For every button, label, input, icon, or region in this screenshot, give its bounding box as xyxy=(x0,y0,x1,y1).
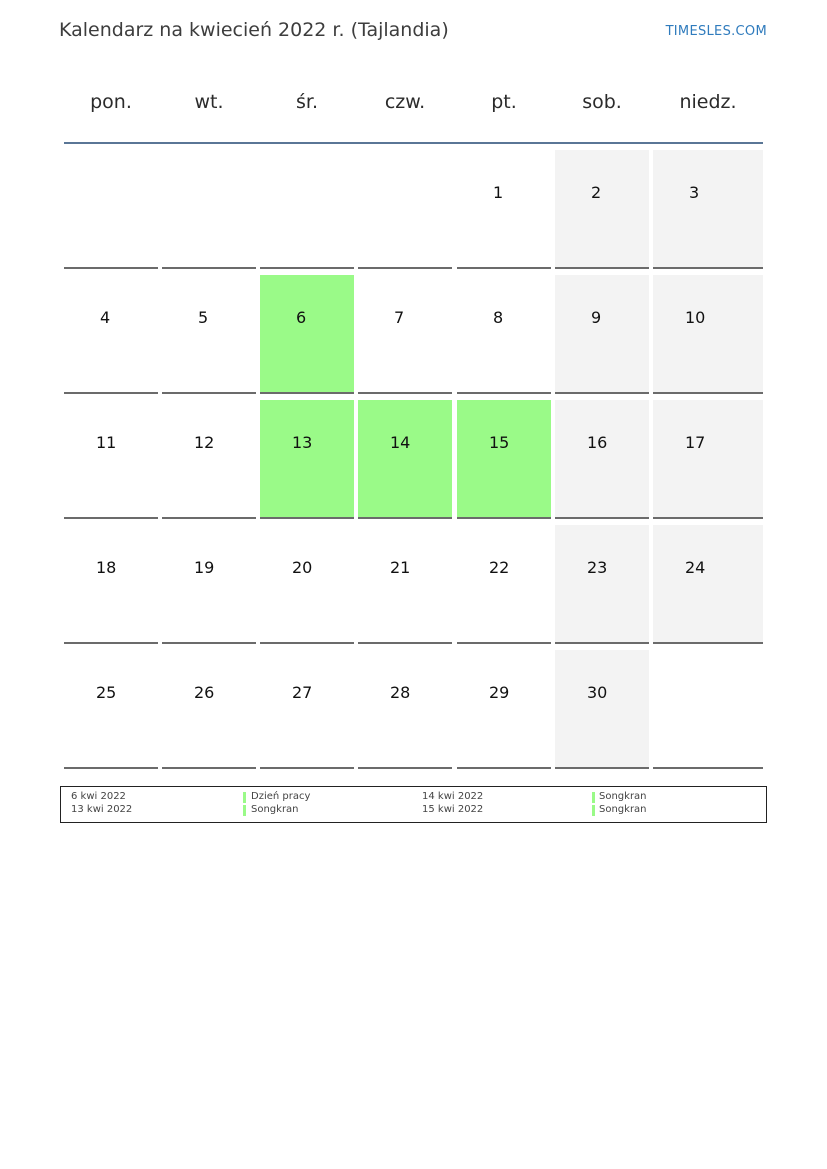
day-number: 13 xyxy=(292,433,313,452)
day-cell-weekend[interactable] xyxy=(653,525,763,644)
day-number: 6 xyxy=(296,308,307,327)
day-cell-weekend[interactable] xyxy=(555,150,649,269)
day-cell-weekend[interactable] xyxy=(555,275,649,394)
day-number: 21 xyxy=(390,558,411,577)
weekday-label: sob. xyxy=(582,91,622,113)
day-number: 22 xyxy=(489,558,510,577)
day-number: 16 xyxy=(587,433,608,452)
day-cell[interactable] xyxy=(162,525,256,644)
day-cell-weekend[interactable] xyxy=(653,150,763,269)
day-cell[interactable] xyxy=(260,650,354,769)
day-number: 9 xyxy=(591,308,602,327)
weekday-label: czw. xyxy=(384,91,426,113)
day-cell[interactable] xyxy=(457,150,551,269)
day-cell[interactable] xyxy=(457,525,551,644)
day-cell[interactable] xyxy=(64,275,158,394)
day-number: 28 xyxy=(390,683,411,702)
day-cell-holiday[interactable] xyxy=(358,400,452,519)
day-cell-weekend[interactable] xyxy=(653,400,763,519)
day-number: 2 xyxy=(591,183,602,202)
day-cell xyxy=(162,150,256,269)
day-cell-weekend[interactable] xyxy=(555,650,649,769)
legend-holiday-name: Songkran xyxy=(599,791,647,802)
legend-color-swatch xyxy=(592,792,595,803)
day-cell[interactable] xyxy=(64,525,158,644)
day-cell-weekend[interactable] xyxy=(555,525,649,644)
day-number: 8 xyxy=(493,308,504,327)
day-number: 27 xyxy=(292,683,313,702)
day-number: 1 xyxy=(493,183,504,202)
day-number: 7 xyxy=(394,308,405,327)
day-cell xyxy=(358,150,452,269)
day-number: 4 xyxy=(100,308,111,327)
day-number: 19 xyxy=(194,558,215,577)
weekday-label: śr. xyxy=(295,91,318,113)
day-number: 29 xyxy=(489,683,510,702)
legend-holiday-name: Songkran xyxy=(251,804,299,815)
day-number: 14 xyxy=(390,433,411,452)
day-cell[interactable] xyxy=(358,275,452,394)
holiday-legend xyxy=(60,786,767,823)
day-number: 15 xyxy=(489,433,510,452)
day-number: 17 xyxy=(685,433,706,452)
day-number: 11 xyxy=(96,433,117,452)
day-cell[interactable] xyxy=(457,650,551,769)
weekday-label: pon. xyxy=(90,91,132,113)
day-cell[interactable] xyxy=(457,275,551,394)
day-cell-holiday[interactable] xyxy=(260,400,354,519)
day-number: 5 xyxy=(198,308,209,327)
day-cell[interactable] xyxy=(162,400,256,519)
legend-color-swatch xyxy=(243,792,246,803)
day-number: 12 xyxy=(194,433,215,452)
weekday-label: pt. xyxy=(491,91,517,113)
day-cell xyxy=(64,150,158,269)
day-cell[interactable] xyxy=(64,400,158,519)
legend-color-swatch xyxy=(592,805,595,816)
day-number: 3 xyxy=(689,183,700,202)
day-number: 25 xyxy=(96,683,117,702)
legend-holiday-name: Songkran xyxy=(599,804,647,815)
day-number: 10 xyxy=(685,308,706,327)
header-divider xyxy=(64,142,763,144)
day-number: 24 xyxy=(685,558,706,577)
legend-holiday-name: Dzień pracy xyxy=(251,791,311,802)
day-number: 30 xyxy=(587,683,608,702)
day-cell[interactable] xyxy=(260,525,354,644)
legend-date: 15 kwi 2022 xyxy=(422,804,484,815)
day-number: 26 xyxy=(194,683,215,702)
day-cell-holiday[interactable] xyxy=(457,400,551,519)
legend-date: 14 kwi 2022 xyxy=(422,791,484,802)
weekday-label: wt. xyxy=(194,91,224,113)
legend-date: 6 kwi 2022 xyxy=(71,791,126,802)
legend-date: 13 kwi 2022 xyxy=(71,804,133,815)
day-cell[interactable] xyxy=(162,650,256,769)
page-title: Kalendarz na kwiecień 2022 r. (Tajlandia) xyxy=(59,19,449,41)
day-number: 23 xyxy=(587,558,608,577)
day-cell-weekend[interactable] xyxy=(555,400,649,519)
day-number: 18 xyxy=(96,558,117,577)
day-cell[interactable] xyxy=(358,525,452,644)
day-cell xyxy=(653,650,763,769)
day-number: 20 xyxy=(292,558,313,577)
day-cell[interactable] xyxy=(358,650,452,769)
weekday-label: niedz. xyxy=(679,91,737,113)
day-cell-weekend[interactable] xyxy=(653,275,763,394)
day-cell xyxy=(260,150,354,269)
day-cell-holiday[interactable] xyxy=(260,275,354,394)
day-cell[interactable] xyxy=(162,275,256,394)
day-cell[interactable] xyxy=(64,650,158,769)
brand-link[interactable]: TIMESLES.COM xyxy=(665,24,767,39)
legend-color-swatch xyxy=(243,805,246,816)
